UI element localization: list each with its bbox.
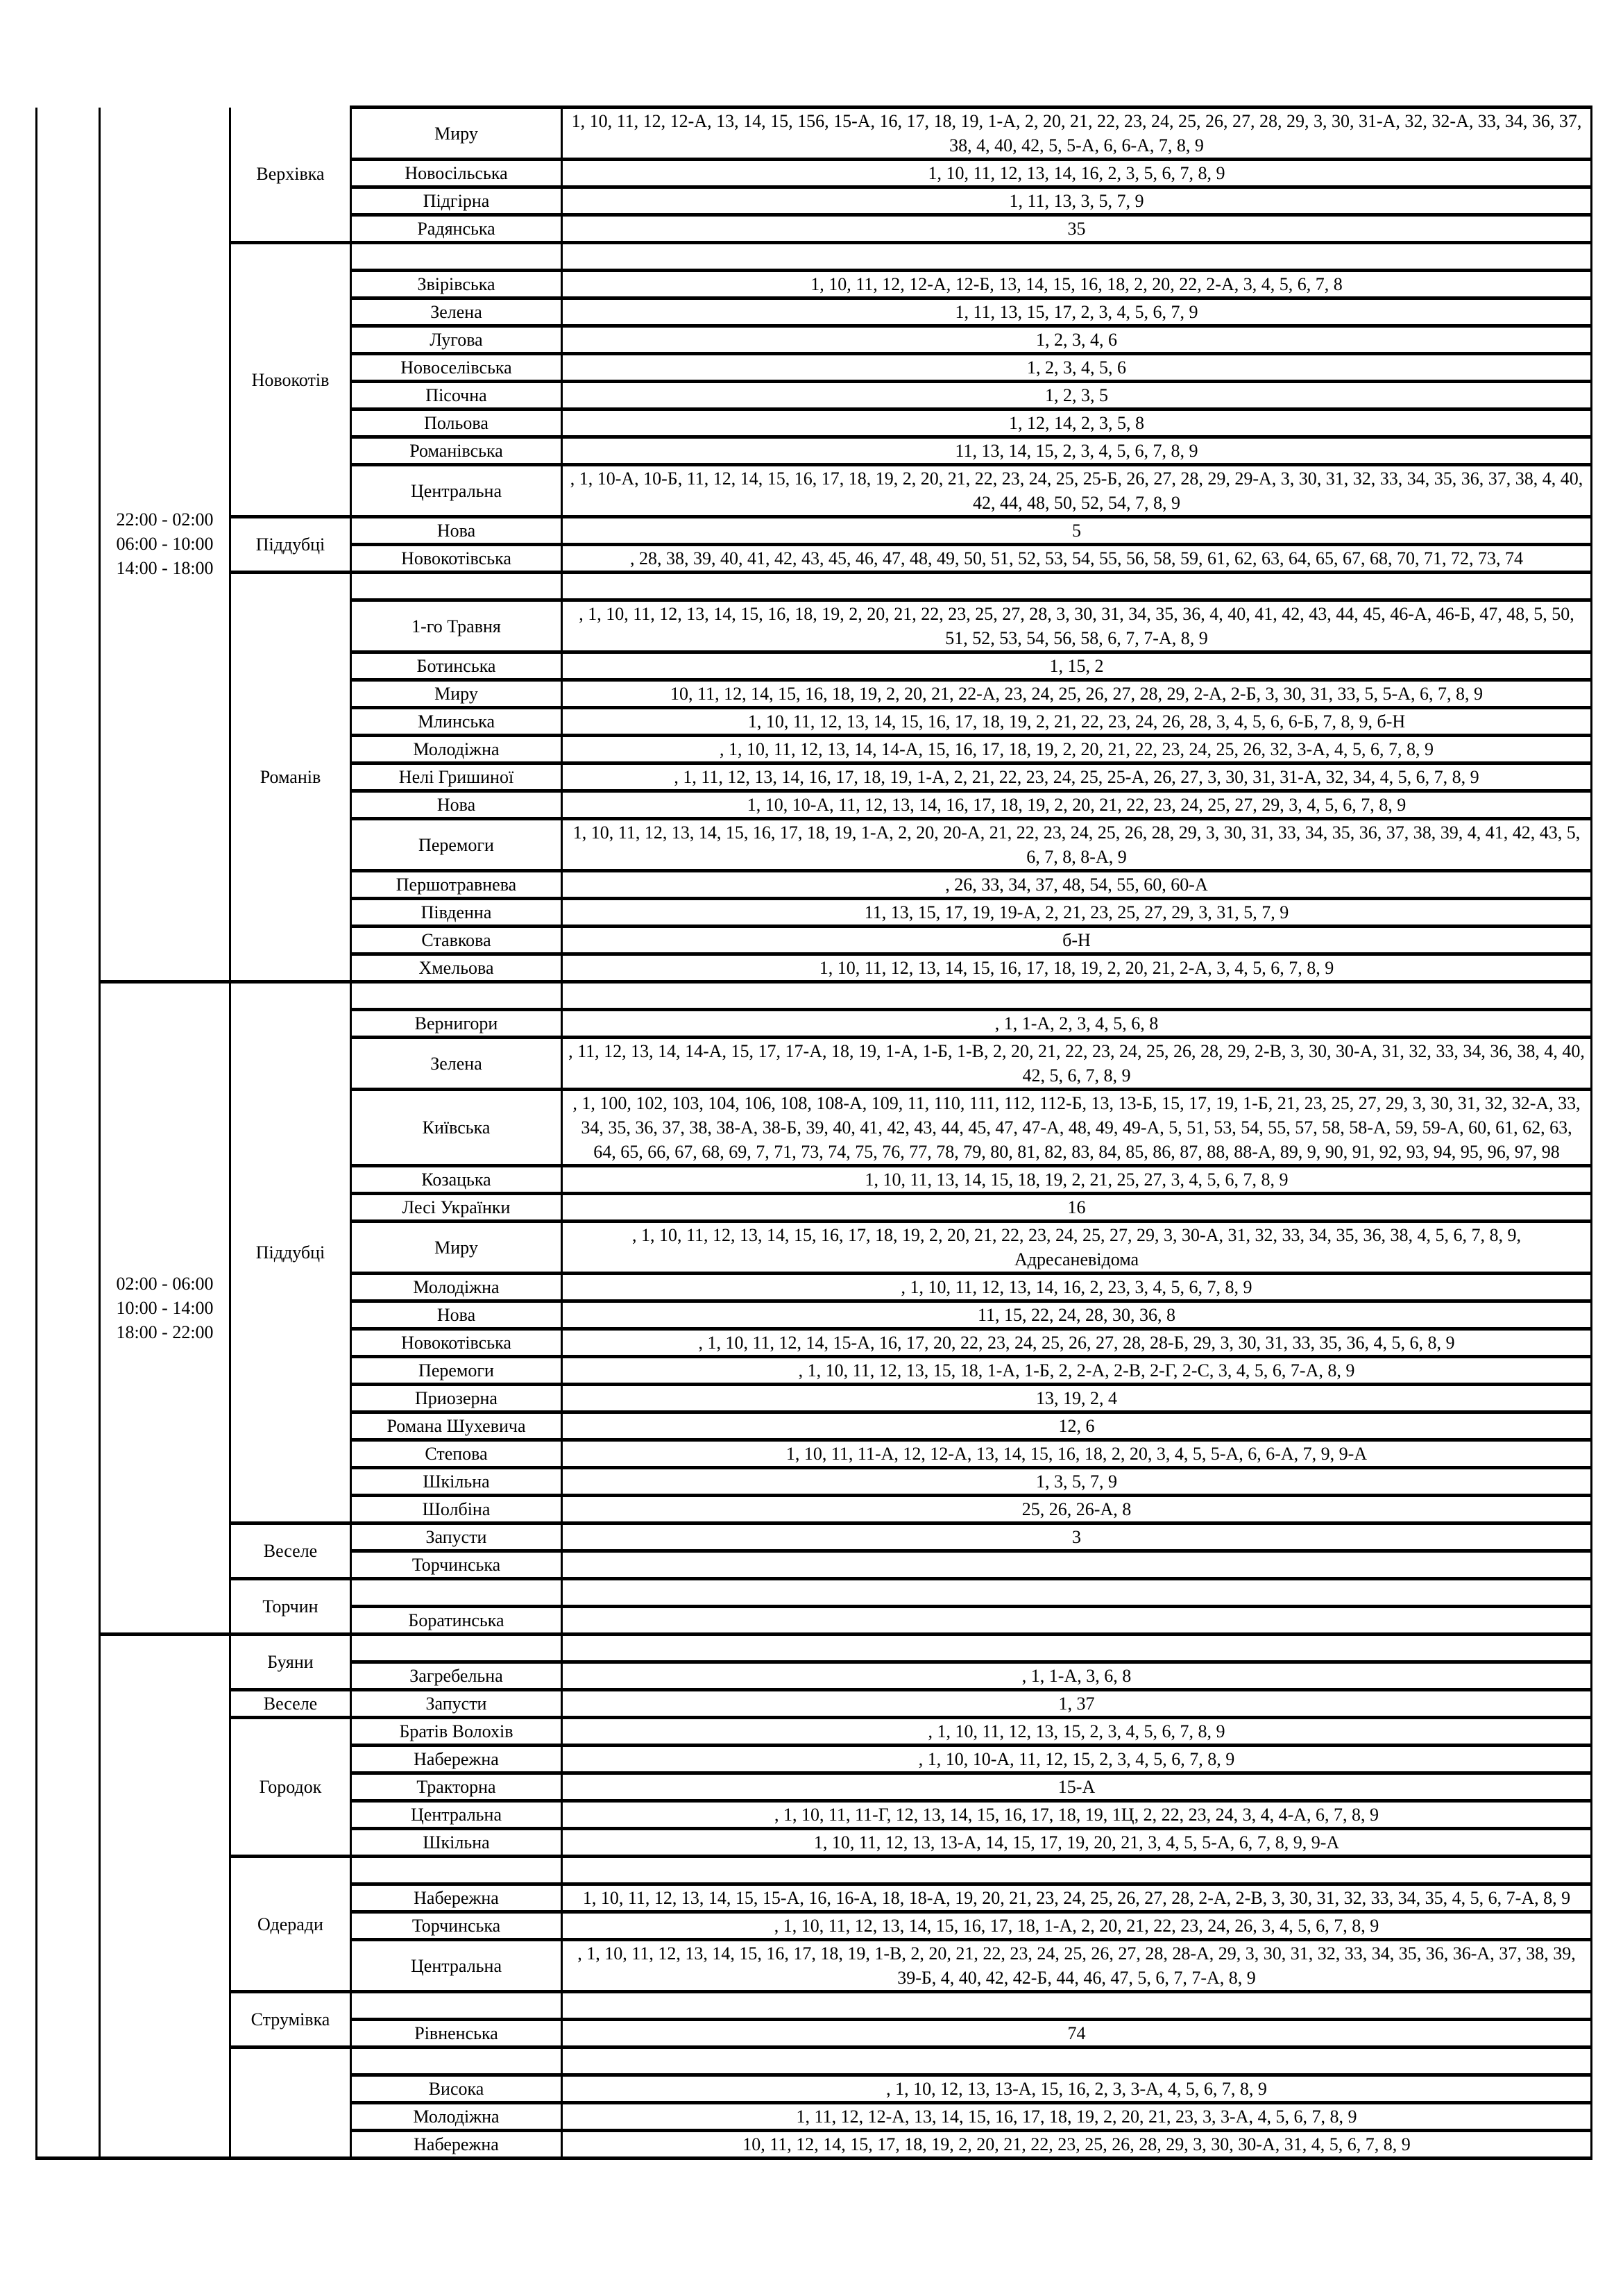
house-numbers-cell: 1, 15, 2 <box>562 652 1592 680</box>
house-numbers-cell: 1, 10, 11, 11-А, 12, 12-А, 13, 14, 15, 16, 18, 2, 20, 3, 4, 5, 5-А, 6, 6-А, 7, 9, 9-А <box>562 1440 1592 1468</box>
house-numbers-cell <box>562 1607 1592 1635</box>
house-numbers-cell: , 1, 11, 12, 13, 14, 16, 17, 18, 19, 1-А, 2, 21, 22, 23, 24, 25, 25-А, 26, 27, 3, 30, 31, 31-А, 32, 34, 4, 5, 6, 7, 8, 9 <box>562 763 1592 791</box>
time-slot-cell <box>100 108 230 982</box>
street-name-cell: Центральна <box>351 465 562 517</box>
house-numbers-cell <box>562 1992 1592 2020</box>
time-slot-line: 18:00 - 22:00 <box>116 1322 214 1342</box>
house-numbers-cell: 1, 10, 10-А, 11, 12, 13, 14, 16, 17, 18, 19, 2, 20, 21, 22, 23, 24, 25, 27, 29, 3, 4, 5, 6, 7, 8, 9 <box>562 791 1592 819</box>
house-numbers-cell: , 1, 10-А, 10-Б, 11, 12, 14, 15, 16, 17, 18, 19, 2, 20, 21, 22, 23, 24, 25, 25-Б, 26, 27, 28, 29, 29-А, 3, 30, 31, 32, 33, 34, 35, 36, 37, 38, 4, 40, 42, 44, 48, 50, 52, 54, 7, 8, 9 <box>562 465 1592 517</box>
street-name-cell: 1-го Травня <box>351 600 562 652</box>
street-name-cell: Зелена <box>351 298 562 326</box>
house-numbers-cell: 5 <box>562 517 1592 545</box>
house-numbers-cell: 1, 10, 11, 12, 13, 13-А, 14, 15, 17, 19, 20, 21, 3, 4, 5, 5-А, 6, 7, 8, 9, 9-А <box>562 1829 1592 1857</box>
house-numbers-cell: 3 <box>562 1523 1592 1551</box>
house-numbers-cell: 15-А <box>562 1773 1592 1801</box>
street-name-cell: Південна <box>351 899 562 927</box>
street-name-cell: Польова <box>351 410 562 437</box>
house-numbers-cell: б-Н <box>562 927 1592 954</box>
house-numbers-cell: , 28, 38, 39, 40, 41, 42, 43, 45, 46, 47, 48, 49, 50, 51, 52, 53, 54, 55, 56, 58, 59, 61, 62, 63, 64, 65, 67, 68, 70, 71, 72, 73, 74 <box>562 545 1592 573</box>
house-numbers-cell: 1, 2, 3, 4, 6 <box>562 326 1592 354</box>
house-numbers-cell: 12, 6 <box>562 1412 1592 1440</box>
street-row <box>37 1690 1592 1718</box>
street-name-cell: Нелі Гришиної <box>351 763 562 791</box>
settlement-cell: Торчин <box>230 1579 351 1635</box>
street-row <box>37 108 1592 160</box>
outage-schedule-table <box>35 105 1592 2160</box>
house-numbers-cell: 35 <box>562 215 1592 243</box>
street-name-cell <box>351 573 562 600</box>
street-name-cell <box>351 1857 562 1884</box>
street-name-cell: Вернигори <box>351 1010 562 1038</box>
street-name-cell: Млинська <box>351 708 562 736</box>
house-numbers-cell: , 1, 10, 11, 12, 13, 14, 15, 16, 17, 18, 19, 2, 20, 21, 22, 23, 24, 25, 27, 29, 3, 30-А, 31, 32, 33, 34, 35, 36, 38, 4, 5, 6, 7, 8, 9, Адресаневідома <box>562 1222 1592 1274</box>
time-slot-line: 14:00 - 18:00 <box>116 557 214 578</box>
street-name-cell: Приозерна <box>351 1385 562 1412</box>
street-name-cell: Набережна <box>351 1746 562 1773</box>
street-name-cell: Центральна <box>351 1801 562 1829</box>
street-name-cell: Нова <box>351 791 562 819</box>
settlement-cell: Піддубці <box>230 517 351 573</box>
house-numbers-cell: , 1, 1-А, 3, 6, 8 <box>562 1662 1592 1690</box>
house-numbers-cell: 1, 10, 11, 12, 13, 14, 15, 15-А, 16, 16-А, 18, 18-А, 19, 20, 21, 23, 24, 25, 26, 27, 28, 2-А, 2-В, 3, 30, 31, 32, 33, 34, 35, 4, 5, 6, 7-А, 8, 9 <box>562 1884 1592 1912</box>
house-numbers-cell: 1, 10, 11, 12, 13, 14, 15, 16, 17, 18, 19, 2, 21, 22, 23, 24, 26, 28, 3, 4, 5, 6, 6-Б, 7, 8, 9, б-Н <box>562 708 1592 736</box>
time-slot-line: 06:00 - 10:00 <box>116 533 214 554</box>
house-numbers-cell: 1, 10, 11, 12, 13, 14, 15, 16, 17, 18, 19, 1-А, 2, 20, 20-А, 21, 22, 23, 24, 25, 26, 28, 29, 3, 30, 31, 33, 34, 35, 36, 37, 38, 39, 4, 41, 42, 43, 5, 6, 7, 8, 8-А, 9 <box>562 819 1592 871</box>
house-numbers-cell: 1, 10, 11, 12, 13, 14, 15, 16, 17, 18, 19, 2, 20, 21, 2-А, 3, 4, 5, 6, 7, 8, 9 <box>562 954 1592 982</box>
house-numbers-cell <box>562 1551 1592 1579</box>
house-numbers-cell: 10, 11, 12, 14, 15, 16, 18, 19, 2, 20, 21, 22-А, 23, 24, 25, 26, 27, 28, 29, 2-А, 2-Б, 3, 30, 31, 33, 5, 5-А, 6, 7, 8, 9 <box>562 680 1592 708</box>
street-name-cell: Запусти <box>351 1690 562 1718</box>
house-numbers-cell: , 1, 10, 11, 12, 14, 15-А, 16, 17, 20, 22, 23, 24, 25, 26, 27, 28, 28-Б, 29, 3, 30, 31, 33, 35, 36, 4, 5, 6, 8, 9 <box>562 1329 1592 1357</box>
street-name-cell: Ставкова <box>351 927 562 954</box>
street-row <box>37 1635 1592 1662</box>
street-name-cell <box>351 243 562 271</box>
house-numbers-cell: 1, 10, 11, 12, 12-А, 12-Б, 13, 14, 15, 16, 18, 2, 20, 22, 2-А, 3, 4, 5, 6, 7, 8 <box>562 271 1592 298</box>
street-name-cell: Молодіжна <box>351 736 562 763</box>
house-numbers-cell: , 1, 10, 11, 12, 13, 14, 15, 16, 17, 18, 1-А, 2, 20, 21, 22, 23, 24, 26, 3, 4, 5, 6, 7, 8, 9 <box>562 1912 1592 1940</box>
house-numbers-cell <box>562 982 1592 1010</box>
street-row <box>37 517 1592 545</box>
street-name-cell: Новокотівська <box>351 545 562 573</box>
house-numbers-cell: , 1, 10, 11, 12, 13, 14, 16, 2, 23, 3, 4, 5, 6, 7, 8, 9 <box>562 1274 1592 1301</box>
street-name-cell: Лесі Українки <box>351 1194 562 1222</box>
house-numbers-cell <box>562 1579 1592 1607</box>
street-name-cell: Миру <box>351 108 562 160</box>
house-numbers-cell: , 1, 10, 11, 12, 13, 14, 15, 16, 18, 19, 2, 20, 21, 22, 23, 25, 27, 28, 3, 30, 31, 34, 35, 36, 4, 40, 41, 42, 43, 44, 45, 46-А, 46-Б, 47, 48, 5, 50, 51, 52, 53, 54, 56, 58, 6, 7, 7-А, 8, 9 <box>562 600 1592 652</box>
time-slot-cell <box>100 1635 230 2159</box>
house-numbers-cell: 1, 10, 11, 13, 14, 15, 18, 19, 2, 21, 25, 27, 3, 4, 5, 6, 7, 8, 9 <box>562 1166 1592 1194</box>
house-numbers-cell: 1, 10, 11, 12, 13, 14, 16, 2, 3, 5, 6, 7, 8, 9 <box>562 160 1592 187</box>
house-numbers-cell: , 1, 100, 102, 103, 104, 106, 108, 108-А, 109, 11, 110, 111, 112, 112-Б, 13, 13-Б, 15, 17, 19, 1-Б, 21, 23, 25, 27, 29, 3, 30, 31, 32, 32-А, 33, 34, 35, 36, 37, 38, 38-А, 38-Б, 39, 40, 41, 42, 43, 44, 45, 47, 47-А, 48, 49, 49-А, 5, 51, 53, 54, 55, 57, 58, 58-А, 59, 59-А, 60, 61, 62, 63, 64, 65, 66, 67, 68, 69, 7, 71, 73, 74, 75, 76, 77, 78, 79, 80, 81, 82, 83, 84, 85, 86, 87, 88, 88-А, 89, 9, 90, 91, 92, 93, 94, 95, 96, 97, 98 <box>562 1090 1592 1166</box>
street-row <box>37 1718 1592 1746</box>
house-numbers-cell: 1, 2, 3, 4, 5, 6 <box>562 354 1592 382</box>
street-name-cell: Пісочна <box>351 382 562 410</box>
street-name-cell: Миру <box>351 1222 562 1274</box>
house-numbers-cell: 11, 13, 15, 17, 19, 19-А, 2, 21, 23, 25, 27, 29, 3, 31, 5, 7, 9 <box>562 899 1592 927</box>
settlement-cell: Піддубці <box>230 982 351 1523</box>
street-name-cell: Шолбіна <box>351 1496 562 1523</box>
street-name-cell: Степова <box>351 1440 562 1468</box>
street-name-cell: Першотравнева <box>351 871 562 899</box>
street-name-cell <box>351 2048 562 2075</box>
settlement-cell: Веселе <box>230 1690 351 1718</box>
street-name-cell: Перемоги <box>351 1357 562 1385</box>
house-numbers-cell: 1, 11, 13, 3, 5, 7, 9 <box>562 187 1592 215</box>
street-row <box>37 2048 1592 2075</box>
house-numbers-cell: , 1, 10, 11, 12, 13, 14, 15, 16, 17, 18, 19, 1-В, 2, 20, 21, 22, 23, 24, 25, 26, 27, 28, 28-А, 29, 3, 30, 31, 32, 33, 34, 35, 36, 36-А, 37, 38, 39, 39-Б, 4, 40, 42, 42-Б, 44, 46, 47, 5, 6, 7, 7-А, 8, 9 <box>562 1940 1592 1992</box>
street-name-cell: Ботинська <box>351 652 562 680</box>
street-name-cell: Новокотівська <box>351 1329 562 1357</box>
street-name-cell: Шкільна <box>351 1829 562 1857</box>
house-numbers-cell: 13, 19, 2, 4 <box>562 1385 1592 1412</box>
house-numbers-cell: , 1, 10, 12, 13, 13-А, 15, 16, 2, 3, 3-А, 4, 5, 6, 7, 8, 9 <box>562 2075 1592 2103</box>
house-numbers-cell: , 1, 10, 11, 12, 13, 15, 18, 1-А, 1-Б, 2, 2-А, 2-В, 2-Г, 2-С, 3, 4, 5, 6, 7-А, 8, 9 <box>562 1357 1592 1385</box>
house-numbers-cell: 1, 11, 12, 12-А, 13, 14, 15, 16, 17, 18, 19, 2, 20, 21, 23, 3, 3-А, 4, 5, 6, 7, 8, 9 <box>562 2103 1592 2131</box>
house-numbers-cell: , 1, 10, 11, 12, 13, 15, 2, 3, 4, 5, 6, 7, 8, 9 <box>562 1718 1592 1746</box>
street-name-cell: Лугова <box>351 326 562 354</box>
time-slot-line: 22:00 - 02:00 <box>116 509 214 530</box>
settlement-cell: Буяни <box>230 1635 351 1690</box>
settlement-cell: Одеради <box>230 1857 351 1992</box>
house-numbers-cell <box>562 1857 1592 1884</box>
settlement-cell: Верхівка <box>230 108 351 243</box>
house-numbers-cell: , 1, 10, 11, 11-Г, 12, 13, 14, 15, 16, 17, 18, 19, 1Ц, 2, 22, 23, 24, 3, 4, 4-А, 6, 7, 8, 9 <box>562 1801 1592 1829</box>
house-numbers-cell: 11, 15, 22, 24, 28, 30, 36, 8 <box>562 1301 1592 1329</box>
street-name-cell: Рівненська <box>351 2020 562 2048</box>
street-row <box>37 982 1592 1010</box>
street-name-cell: Шкільна <box>351 1468 562 1496</box>
street-row <box>37 243 1592 271</box>
street-name-cell: Радянська <box>351 215 562 243</box>
house-numbers-cell: 1, 12, 14, 2, 3, 5, 8 <box>562 410 1592 437</box>
street-name-cell: Звірівська <box>351 271 562 298</box>
street-name-cell: Нова <box>351 517 562 545</box>
street-row <box>37 573 1592 600</box>
street-name-cell: Миру <box>351 680 562 708</box>
street-name-cell: Київська <box>351 1090 562 1166</box>
street-name-cell: Братів Волохів <box>351 1718 562 1746</box>
time-slot-cell <box>100 982 230 1635</box>
street-name-cell <box>351 982 562 1010</box>
house-numbers-cell: , 26, 33, 34, 37, 48, 54, 55, 60, 60-А <box>562 871 1592 899</box>
street-name-cell <box>351 1579 562 1607</box>
street-row <box>37 1992 1592 2020</box>
street-name-cell <box>351 1992 562 2020</box>
street-name-cell: Набережна <box>351 1884 562 1912</box>
house-numbers-cell: , 1, 10, 11, 12, 13, 14, 14-А, 15, 16, 17, 18, 19, 2, 20, 21, 22, 23, 24, 25, 26, 32, 3-А, 4, 5, 6, 7, 8, 9 <box>562 736 1592 763</box>
settlement-cell: Струмівка <box>230 1992 351 2048</box>
settlement-cell: Городок <box>230 1718 351 1857</box>
house-numbers-cell: 74 <box>562 2020 1592 2048</box>
street-name-cell: Новоселівська <box>351 354 562 382</box>
street-name-cell: Романа Шухевича <box>351 1412 562 1440</box>
street-name-cell: Нова <box>351 1301 562 1329</box>
queue-column-cell <box>37 108 100 2159</box>
street-name-cell: Зелена <box>351 1038 562 1090</box>
street-name-cell: Тракторна <box>351 1773 562 1801</box>
street-name-cell: Боратинська <box>351 1607 562 1635</box>
street-name-cell: Торчинська <box>351 1912 562 1940</box>
house-numbers-cell: 1, 2, 3, 5 <box>562 382 1592 410</box>
street-name-cell: Набережна <box>351 2131 562 2159</box>
house-numbers-cell <box>562 573 1592 600</box>
street-name-cell: Молодіжна <box>351 2103 562 2131</box>
street-name-cell: Торчинська <box>351 1551 562 1579</box>
street-name-cell: Висока <box>351 2075 562 2103</box>
house-numbers-cell: , 11, 12, 13, 14, 14-А, 15, 17, 17-А, 18, 19, 1-А, 1-Б, 1-В, 2, 20, 21, 22, 23, 24, 25, 26, 28, 29, 2-В, 3, 30, 30-А, 31, 32, 33, 34, 36, 38, 4, 40, 42, 5, 6, 7, 8, 9 <box>562 1038 1592 1090</box>
settlement-cell: Романів <box>230 573 351 982</box>
street-row <box>37 1523 1592 1551</box>
house-numbers-cell: 1, 10, 11, 12, 12-А, 13, 14, 15, 156, 15-А, 16, 17, 18, 19, 1-А, 2, 20, 21, 22, 23, 24, 25, 26, 27, 28, 29, 3, 30, 31-А, 32, 32-А, 33, 34, 36, 37, 38, 4, 40, 42, 5, 5-А, 6, 6-А, 7, 8, 9 <box>562 108 1592 160</box>
settlement-cell: Веселе <box>230 1523 351 1579</box>
settlement-cell <box>230 2048 351 2159</box>
street-name-cell: Центральна <box>351 1940 562 1992</box>
house-numbers-cell: 10, 11, 12, 14, 15, 17, 18, 19, 2, 20, 21, 22, 23, 25, 26, 28, 29, 3, 30, 30-А, 31, 4, 5, 6, 7, 8, 9 <box>562 2131 1592 2159</box>
house-numbers-cell: 1, 3, 5, 7, 9 <box>562 1468 1592 1496</box>
street-row <box>37 1857 1592 1884</box>
house-numbers-cell: 16 <box>562 1194 1592 1222</box>
street-name-cell: Запусти <box>351 1523 562 1551</box>
schedule-tbody <box>37 108 1592 2159</box>
time-slot-line: 02:00 - 06:00 <box>116 1274 214 1294</box>
house-numbers-cell: 1, 37 <box>562 1690 1592 1718</box>
settlement-cell: Новокотів <box>230 243 351 517</box>
street-name-cell: Загребельна <box>351 1662 562 1690</box>
street-name-cell <box>351 1635 562 1662</box>
house-numbers-cell: , 1, 10, 10-А, 11, 12, 15, 2, 3, 4, 5, 6, 7, 8, 9 <box>562 1746 1592 1773</box>
house-numbers-cell <box>562 1635 1592 1662</box>
street-row <box>37 1579 1592 1607</box>
house-numbers-cell: 25, 26, 26-А, 8 <box>562 1496 1592 1523</box>
street-name-cell: Перемоги <box>351 819 562 871</box>
street-name-cell: Козацька <box>351 1166 562 1194</box>
house-numbers-cell <box>562 2048 1592 2075</box>
house-numbers-cell: , 1, 1-А, 2, 3, 4, 5, 6, 8 <box>562 1010 1592 1038</box>
street-name-cell: Молодіжна <box>351 1274 562 1301</box>
house-numbers-cell: 11, 13, 14, 15, 2, 3, 4, 5, 6, 7, 8, 9 <box>562 437 1592 465</box>
house-numbers-cell <box>562 243 1592 271</box>
street-name-cell: Новосільська <box>351 160 562 187</box>
time-slot-line: 10:00 - 14:00 <box>116 1298 214 1318</box>
street-name-cell: Підгірна <box>351 187 562 215</box>
street-name-cell: Романівська <box>351 437 562 465</box>
house-numbers-cell: 1, 11, 13, 15, 17, 2, 3, 4, 5, 6, 7, 9 <box>562 298 1592 326</box>
street-name-cell: Хмельова <box>351 954 562 982</box>
